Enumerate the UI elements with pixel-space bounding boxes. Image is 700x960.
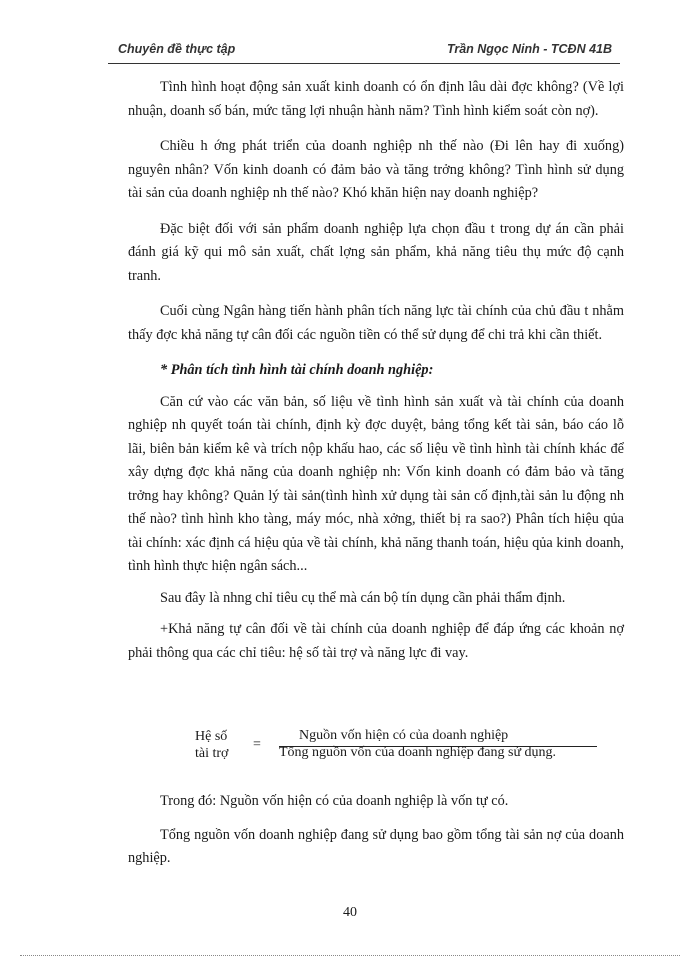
header-divider	[108, 63, 620, 64]
header-title: Chuyên đề thực tập	[118, 42, 236, 56]
section-heading: * Phân tích tình hình tài chính doanh nghiệp:	[160, 362, 434, 378]
body-text	[128, 76, 624, 677]
footer-divider	[20, 955, 680, 956]
formula-lhs-line1: Hệ số	[195, 729, 228, 744]
paragraph: Căn cứ vào các văn bản, số liệu về tình hình sản xuất và tài chính của doanh nghiệp nh quyết toán tài chính, định kỳ đợc duyệt, bảng tổng kết tài sản, báo cáo lỗ lãi, biên bản kiểm kê và trích nộp khấu hao, các số liệu về tình hình tài chính khác để xây dựng đợc khả năng của doanh nghiệp nh: Vốn kinh doanh có đảm bảo và tăng trởng hay không? Quản lý tài sản(tình hình xử dụng tài sản cố định,tài sản lu động nh thế nào? tình hình kho tàng, máy móc, nhà xởng, thiết bị ra sao?) Phân tích hiệu qủa tài chính: xác định cá hiệu qủa về tài chính, khả năng thanh toán, hiệu qủa kinh doanh, tình hình thực hiện ngân sách...	[128, 393, 624, 574]
paragraph: Cuối cùng Ngân hàng tiến hành phân tích năng lực tài chính của chủ đầu t nhằm thấy đợc khả năng tự cân đối các nguồn tiền có thể sử dụng để chi trả khi cần thiết.	[128, 303, 624, 343]
paragraph: Sau đây là nhng chỉ tiêu cụ thể mà cán bộ tín dụng cần phải thẩm định.	[160, 589, 566, 606]
paragraph: Đặc biệt đối với sản phẩm doanh nghiệp lựa chọn đầu t trong dự án cần phải đánh giá kỹ qui mô sản xuất, chất lợng sản phẩm, khả năng tiêu thụ mức độ cạnh tranh.	[128, 220, 624, 284]
paragraph: Tình hình hoạt động sản xuất kinh doanh có ổn định lâu dài đợc không? (Về lợi nhuận, doanh số bán, mức tăng lợi nhuận hành năm? Tình hình kiểm soát còn nợ).	[128, 79, 624, 119]
page-number: 40	[343, 905, 357, 920]
financing-ratio-formula	[195, 728, 615, 768]
page-header	[108, 40, 620, 62]
paragraph: Chiều h ớng phát triển của doanh nghiệp nh thế nào (Đi lên hay đi xuống) nguyên nhân? Vốn kinh doanh có đảm bảo và tăng trởng không? Tình hình sử dụng tài sản của doanh nghiệp nh thế nào? Khó khăn hiện nay doanh nghiệp?	[128, 138, 624, 201]
formula-denominator: Tổng nguồn vốn của doanh nghiệp đang sử dụng.	[279, 745, 557, 760]
formula-numerator: Nguồn vốn hiện có của doanh nghiệp	[299, 728, 509, 743]
header-author: Trần Ngọc Ninh - TCĐN 41B	[446, 42, 612, 56]
body-text-after-formula	[128, 790, 624, 881]
paragraph: Tổng nguồn vốn doanh nghiệp đang sử dụng bao gồm tổng tài sản nợ của doanh nghiệp.	[128, 826, 624, 866]
formula-lhs	[195, 728, 228, 762]
formula-equals: =	[253, 737, 261, 752]
paragraph: Trong đó: Nguồn vốn hiện có của doanh nghiệp là vốn tự có.	[160, 793, 509, 809]
paragraph: +Khả năng tự cân đối về tài chính của doanh nghiệp để đáp ứng các khoản nợ phải thông qua các chỉ tiêu: hệ số tài trợ và năng lực đi vay.	[128, 621, 624, 661]
formula-lhs-line2: tài trợ	[195, 746, 229, 761]
